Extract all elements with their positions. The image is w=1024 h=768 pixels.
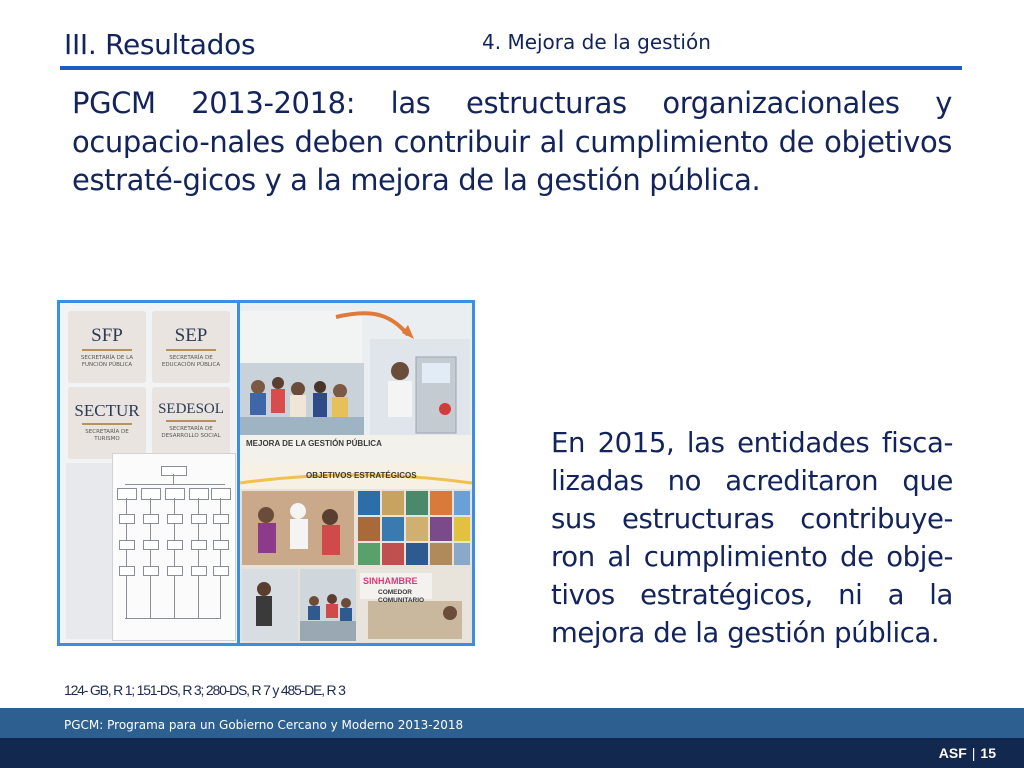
logo-sfp: SFP SECRETARÍA DE LA FUNCIÓN PÚBLICA	[68, 311, 146, 383]
slide-title: III. Resultados	[64, 28, 256, 61]
mejora-label: MEJORA DE LA GESTIÓN PÚBLICA	[246, 439, 382, 448]
page-indicator: ASF | 15	[938, 745, 996, 761]
audit-reference: 124- GB, R 1; 151-DS, R 3; 280-DS, R 7 y 485-DE, R 3	[64, 682, 345, 698]
footnote: PGCM: Programa para un Gobierno Cercano y Moderno 2013-2018	[64, 718, 464, 732]
programs-photos	[240, 489, 472, 643]
comedor-label: COMEDOR COMUNITARIO	[378, 589, 425, 604]
conclusion-text: En 2015, las entidades fisca-lizadas no acreditaron que sus estructuras contribuye-ron al cumplimiento de obje-tivos estratégicos, ni a la mejora de la gestión pública.	[551, 427, 953, 649]
ministry-logos	[68, 311, 232, 463]
logo-sep: SEP SECRETARÍA DE EDUCACIÓN PÚBLICA	[152, 311, 230, 383]
faded-document	[66, 463, 114, 639]
headline-text: PGCM 2013-2018: las estructuras organizacionales y ocupacio-nales deben contribuir al cumplimiento de objetivos estraté-gicos y a la mejora de la gestión pública.	[72, 86, 952, 197]
page-number: 15	[980, 745, 996, 761]
logo-sedesol: SEDESOL SECRETARÍA DE DESARROLLO SOCIAL	[152, 387, 230, 459]
org-chart-image	[112, 453, 236, 641]
logo-sectur: SECTUR SECRETARÍA DE TURISMO	[68, 387, 146, 459]
title-divider	[60, 66, 962, 70]
collage-image	[57, 300, 475, 646]
org-acronym: ASF	[938, 745, 967, 761]
footer-bar	[0, 738, 1024, 768]
section-label: 4. Mejora de la gestión	[482, 30, 711, 54]
sinhambre-label: SINHAMBRE	[363, 576, 418, 586]
objetivos-label: OBJETIVOS ESTRATÉGICOS	[306, 471, 417, 480]
